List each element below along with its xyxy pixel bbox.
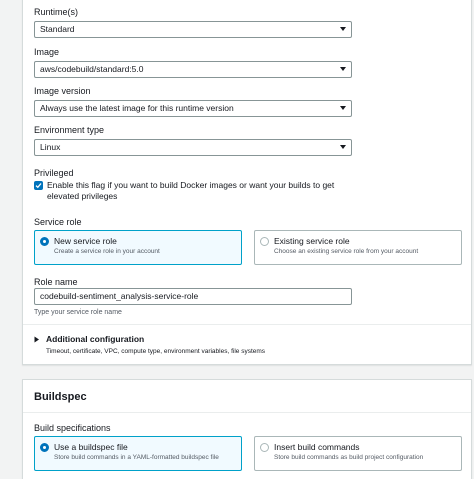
caret-down-icon bbox=[340, 67, 346, 71]
caret-down-icon bbox=[340, 106, 346, 110]
role-name-value: codebuild-sentiment_analysis-service-role bbox=[40, 291, 199, 301]
new-service-role-title: New service role bbox=[54, 236, 117, 246]
environment-type-select[interactable] bbox=[34, 139, 352, 156]
runtime-select[interactable] bbox=[34, 21, 352, 38]
new-service-role-description: Create a service role in your account bbox=[54, 248, 160, 255]
use-buildspec-file-option[interactable] bbox=[34, 436, 242, 471]
image-version-label: Image version bbox=[34, 86, 91, 96]
divider bbox=[23, 324, 471, 325]
build-specifications-label: Build specifications bbox=[34, 423, 111, 433]
caret-down-icon bbox=[340, 27, 346, 31]
privileged-label: Privileged bbox=[34, 168, 74, 178]
insert-build-commands-option[interactable] bbox=[254, 436, 462, 471]
radio-unselected-icon bbox=[260, 443, 269, 452]
runtime-label: Runtime(s) bbox=[34, 7, 79, 17]
use-buildspec-file-title: Use a buildspec file bbox=[54, 442, 128, 452]
role-name-hint: Type your service role name bbox=[34, 309, 122, 316]
image-select[interactable] bbox=[34, 61, 352, 78]
insert-build-commands-description: Store build commands as build project configuration bbox=[274, 454, 424, 461]
use-buildspec-file-description: Store build commands in a YAML-formatted buildspec file bbox=[54, 454, 219, 461]
check-icon bbox=[35, 182, 42, 189]
insert-build-commands-title: Insert build commands bbox=[274, 442, 360, 452]
radio-selected-icon bbox=[40, 237, 49, 246]
environment-type-select-value: Linux bbox=[40, 142, 61, 152]
buildspec-panel bbox=[22, 379, 472, 479]
existing-service-role-title: Existing service role bbox=[274, 236, 350, 246]
role-name-input[interactable] bbox=[34, 288, 352, 305]
caret-right-icon bbox=[34, 336, 40, 343]
additional-configuration-toggle[interactable] bbox=[34, 334, 294, 346]
existing-service-role-option[interactable] bbox=[254, 230, 462, 265]
environment-panel bbox=[22, 0, 472, 365]
caret-down-icon bbox=[340, 145, 346, 149]
additional-configuration-subtitle: Timeout, certificate, VPC, compute type, environment variables, file systems bbox=[46, 348, 266, 355]
role-name-label: Role name bbox=[34, 277, 78, 287]
privileged-checkbox[interactable] bbox=[34, 181, 43, 190]
service-role-label: Service role bbox=[34, 217, 82, 227]
privileged-checkbox-text: Enable this flag if you want to build Docker images or want your builds to get elevated privileges bbox=[47, 180, 335, 201]
radio-unselected-icon bbox=[260, 237, 269, 246]
radio-selected-icon bbox=[40, 443, 49, 452]
image-version-select-value: Always use the latest image for this runtime version bbox=[40, 103, 234, 113]
buildspec-header: Buildspec bbox=[34, 391, 87, 403]
image-label: Image bbox=[34, 47, 60, 57]
new-service-role-option[interactable] bbox=[34, 230, 242, 265]
runtime-select-value: Standard bbox=[40, 24, 75, 34]
image-version-select[interactable] bbox=[34, 100, 352, 117]
additional-configuration-title: Additional configuration bbox=[46, 334, 145, 344]
environment-type-label: Environment type bbox=[34, 125, 105, 135]
existing-service-role-description: Choose an existing service role from your account bbox=[274, 248, 419, 255]
divider bbox=[23, 412, 471, 413]
image-select-value: aws/codebuild/standard:5.0 bbox=[40, 64, 144, 74]
